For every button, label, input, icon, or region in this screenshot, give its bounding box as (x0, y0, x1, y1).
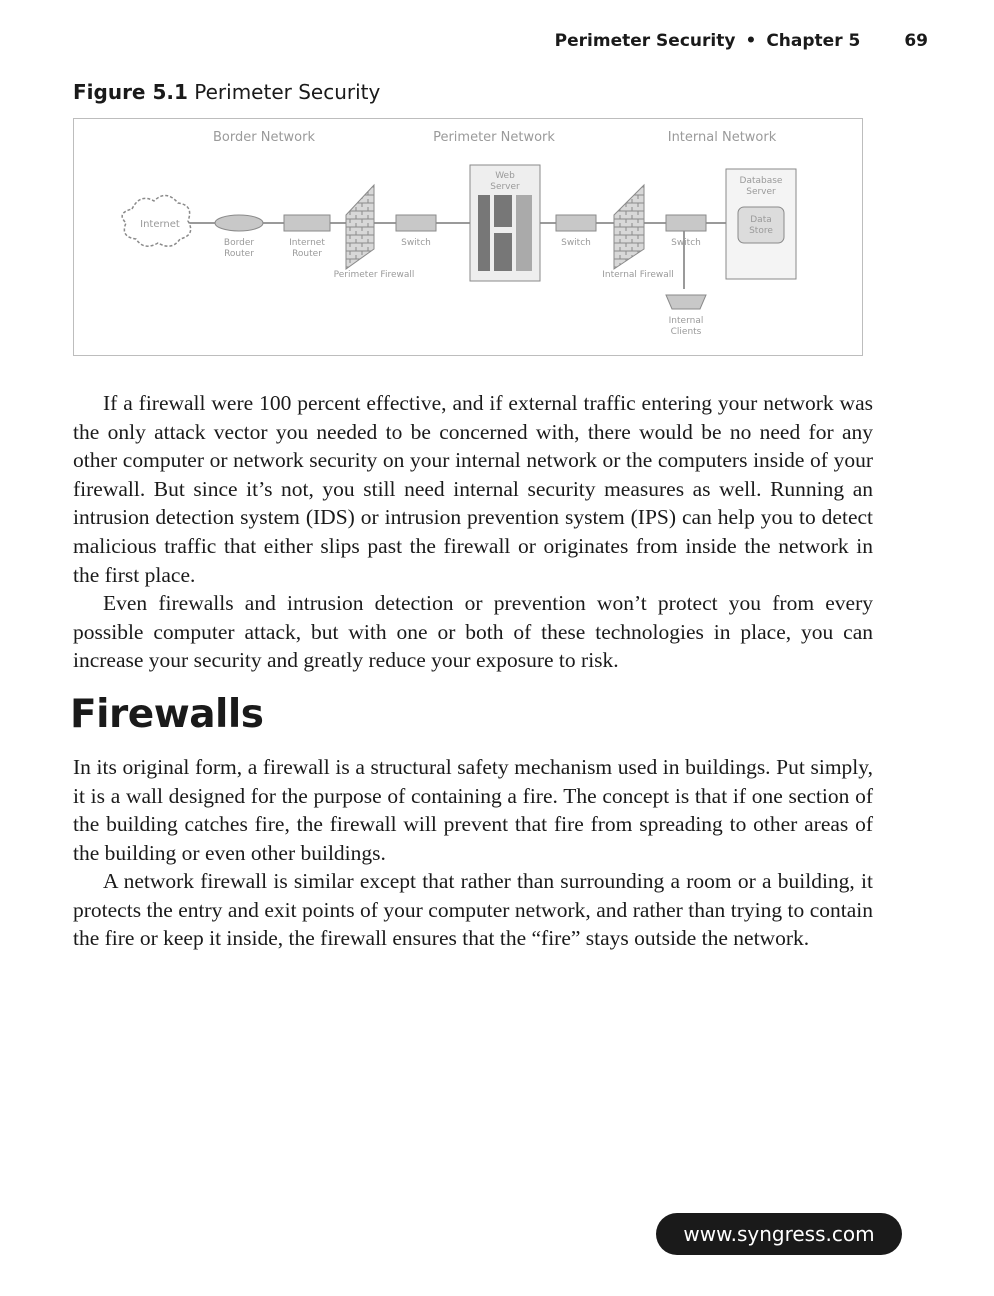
publisher-url: www.syngress.com (683, 1222, 875, 1246)
internal-clients-label-1: Internal (668, 316, 704, 326)
running-header (555, 31, 928, 51)
internet-cloud-icon (122, 195, 191, 246)
perimeter-security-diagram (73, 118, 863, 356)
zone-label-border: Border Network (213, 130, 315, 145)
internet-router-label-1: Internet (289, 238, 325, 248)
perimeter-firewall-label: Perimeter Firewall (333, 270, 415, 280)
border-router-icon (215, 215, 263, 259)
database-server-label-2: Server (746, 187, 776, 197)
database-server-icon (726, 169, 796, 279)
perimeter-switch-2-label: Switch (561, 238, 591, 248)
figure-label: Figure 5.1 (73, 80, 188, 104)
perimeter-firewall-icon (334, 185, 415, 280)
figure-title: Perimeter Security (194, 80, 381, 104)
perimeter-switch-icon (396, 215, 436, 248)
paragraph-1: If a firewall were 100 percent effective, and if external traffic entering your network was the only attack vector you needed to be concerned with, there would be no need for any other computer or network security on your internal network or the computers inside of your firewall. But since it’s not, you still need internal security measures as well. Running an intrusion detection system (IDS) or intrusion prevention system (IPS) can help you to detect malicious traffic that either slips past the firewall or originates from inside the network in the first place. (73, 391, 873, 587)
header-separator: • (745, 31, 757, 51)
internet-label: Internet (140, 219, 180, 230)
web-server-label-2: Server (490, 182, 520, 192)
internet-router-icon (284, 215, 330, 259)
internal-firewall-label: Internal Firewall (602, 270, 674, 280)
border-router-label-1: Border (223, 238, 255, 248)
internal-switch-icon (666, 215, 706, 248)
paragraph-2: Even firewalls and intrusion detection or prevention won’t protect you from every possible computer attack, but with one or both of these technologies in place, you can increase your security and greatly reduce your exposure to risk. (73, 591, 873, 673)
paragraph-3: In its original form, a firewall is a structural safety mechanism used in buildings. Put simply, it is a wall designed for the purpose of containing a fire. The concept is that if one section of the building catches fire, the firewall will prevent that fire from spreading to other areas of the building or even other buildings. (73, 755, 873, 865)
page-number: 69 (904, 31, 928, 51)
internal-clients-label-2: Clients (670, 327, 702, 337)
zone-label-perimeter: Perimeter Network (433, 130, 555, 145)
paragraph-4: A network firewall is similar except that rather than surrounding a room or a building, it protects the entry and exit points of your computer network, and rather than trying to contain the fire or keep it inside, the firewall ensures that the “fire” stays outside the network. (73, 869, 873, 951)
web-server-label-1: Web (495, 171, 515, 181)
border-router-label-2: Router (224, 249, 254, 259)
storage-label-1: Data (750, 215, 772, 225)
internal-firewall-icon (602, 185, 674, 280)
perimeter-switch-label: Switch (401, 238, 431, 248)
web-server-icon (470, 165, 540, 281)
publisher-url-badge (656, 1213, 902, 1255)
database-server-label-1: Database (739, 176, 783, 186)
storage-label-2: Store (749, 226, 773, 236)
zone-label-internal: Internal Network (667, 130, 777, 145)
chapter-label: Chapter 5 (766, 31, 861, 51)
internal-switch-label: Switch (671, 238, 701, 248)
internet-router-label-2: Router (292, 249, 322, 259)
figure-caption (73, 80, 380, 104)
perimeter-switch-2-icon (556, 215, 596, 248)
section-heading: Firewalls (70, 692, 264, 737)
running-title: Perimeter Security (554, 31, 736, 51)
internal-clients-icon (666, 295, 706, 337)
